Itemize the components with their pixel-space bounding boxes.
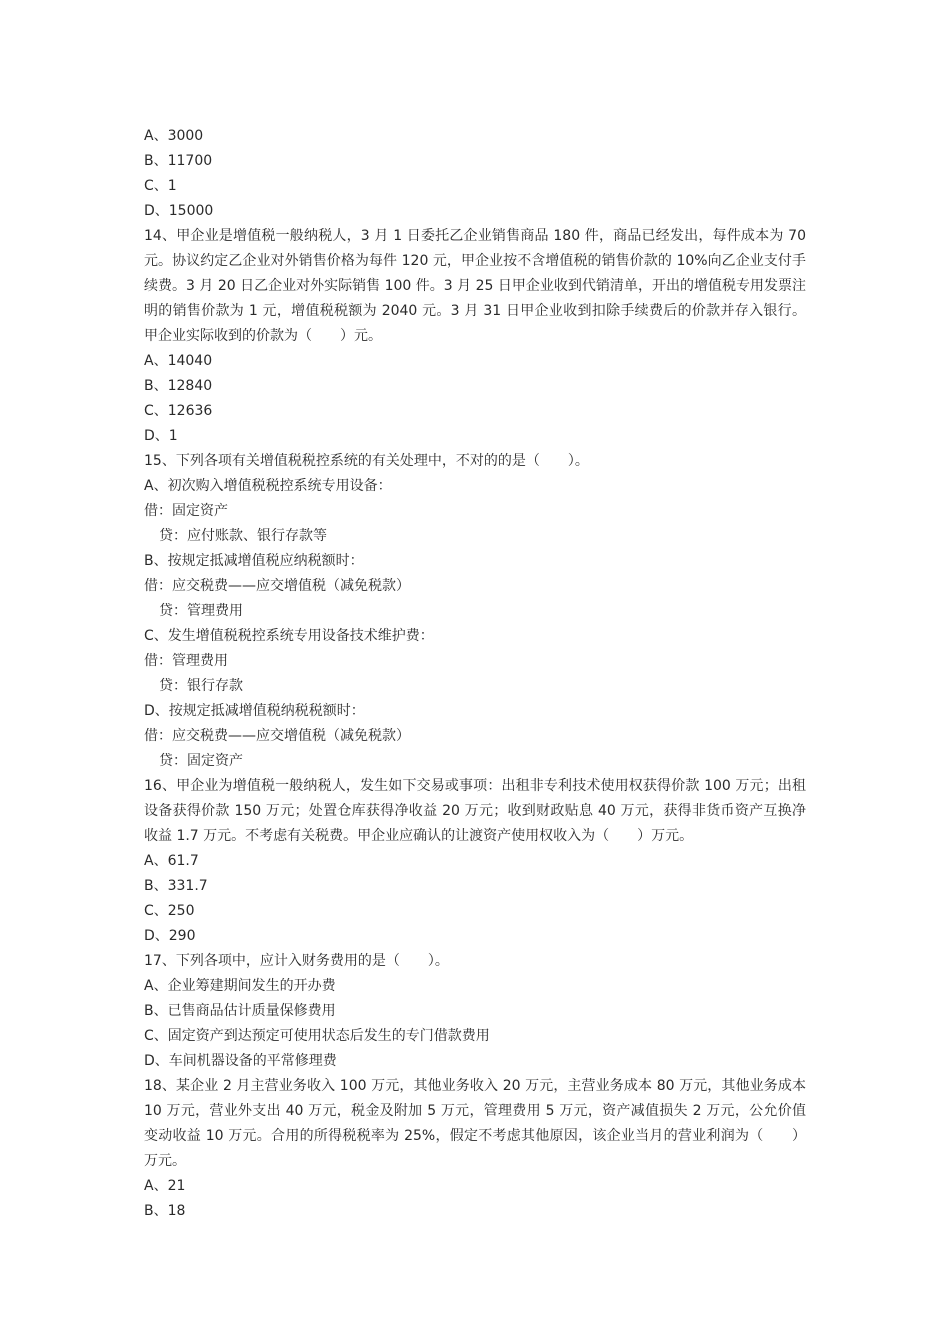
q18-stem: 18、某企业 2 月主营业务收入 100 万元，其他业务收入 20 万元，主营业务成本 80 万元，其他业务成本 10 万元，营业外支出 40 万元，税金及附加 5 万元，管理费用 5 万元，资产减值损失 2 万元，公允价值变动收益 10 万元。合用的所得税税率为 25%，假定不考虑其他原因，该企业当月的营业利润为（ ）万元。 [144,1078,806,1169]
q14-stem: 14、甲企业是增值税一般纳税人，3 月 1 日委托乙企业销售商品 180 件，商品已经发出，每件成本为 70 元。协议约定乙企业对外销售价格为每件 120 元，甲企业按不含增值税的销售价款的 10%向乙企业支付手续费。3 月 20 日乙企业对外实际销售 100 件。3 月 25 日甲企业收到代销清单，开出的增值税专用发票注明的销售价款为 1 元，增值税税额为 2040 元。3 月 31 日甲企业收到扣除手续费后的价款并存入银行。甲企业实际收到的价款为（ ）元。 [144,228,806,344]
q14-option-d: D、1 [144,428,178,444]
exam-page [144,124,806,1224]
q17-option-c: C、固定资产到达预定可使用状态后发生的专门借款费用 [144,1028,490,1044]
q15-b-debit: 借：应交税费——应交增值税（减免税款） [144,578,410,594]
q15-stem: 15、下列各项有关增值税税控系统的有关处理中，不对的的是（ ）。 [144,453,589,469]
q16-option-b: B、331.7 [144,878,208,894]
q15-c-debit: 借：管理费用 [144,653,228,669]
q18-option-a: A、21 [144,1178,186,1194]
q16-stem: 16、甲企业为增值税一般纳税人，发生如下交易或事项：出租非专利技术使用权获得价款 100 万元；出租设备获得价款 150 万元；处置仓库获得净收益 20 万元；收到财政贴息 40 万元，获得非货币资产互换净收益 1.7 万元。不考虑有关税费。甲企业应确认的让渡资产使用权收入为（ ）万元。 [144,778,806,844]
q14-option-c: C、12636 [144,403,213,419]
q16-option-c: C、250 [144,903,195,919]
q18-option-b: B、18 [144,1203,186,1219]
q16-option-a: A、61.7 [144,853,199,869]
q17-option-b: B、已售商品估计质量保修费用 [144,1003,336,1019]
q13-option-c: C、1 [144,178,177,194]
q15-d-credit: 贷：固定资产 [159,753,243,769]
q14-option-a: A、14040 [144,353,213,369]
q14-option-b: B、12840 [144,378,213,394]
q15-a-debit: 借：固定资产 [144,503,228,519]
q13-option-a: A、3000 [144,128,204,144]
q15-b-credit: 贷：管理费用 [159,603,243,619]
q17-option-a: A、企业筹建期间发生的开办费 [144,978,336,994]
q15-option-b: B、按规定抵减增值税应纳税额时： [144,553,364,569]
q13-option-b: B、11700 [144,153,213,169]
q17-stem: 17、下列各项中，应计入财务费用的是（ ）。 [144,953,449,969]
q13-option-d: D、15000 [144,203,214,219]
q17-option-d: D、车间机器设备的平常修理费 [144,1053,337,1069]
q16-option-d: D、290 [144,928,196,944]
q15-d-debit: 借：应交税费——应交增值税（减免税款） [144,728,410,744]
q15-option-d: D、按规定抵减增值税纳税税额时： [144,703,365,719]
q15-option-a: A、初次购入增值税税控系统专用设备： [144,478,392,494]
q15-c-credit: 贷：银行存款 [159,678,243,694]
q15-a-credit: 贷：应付账款、银行存款等 [159,528,327,544]
q15-option-c: C、发生增值税税控系统专用设备技术维护费： [144,628,434,644]
